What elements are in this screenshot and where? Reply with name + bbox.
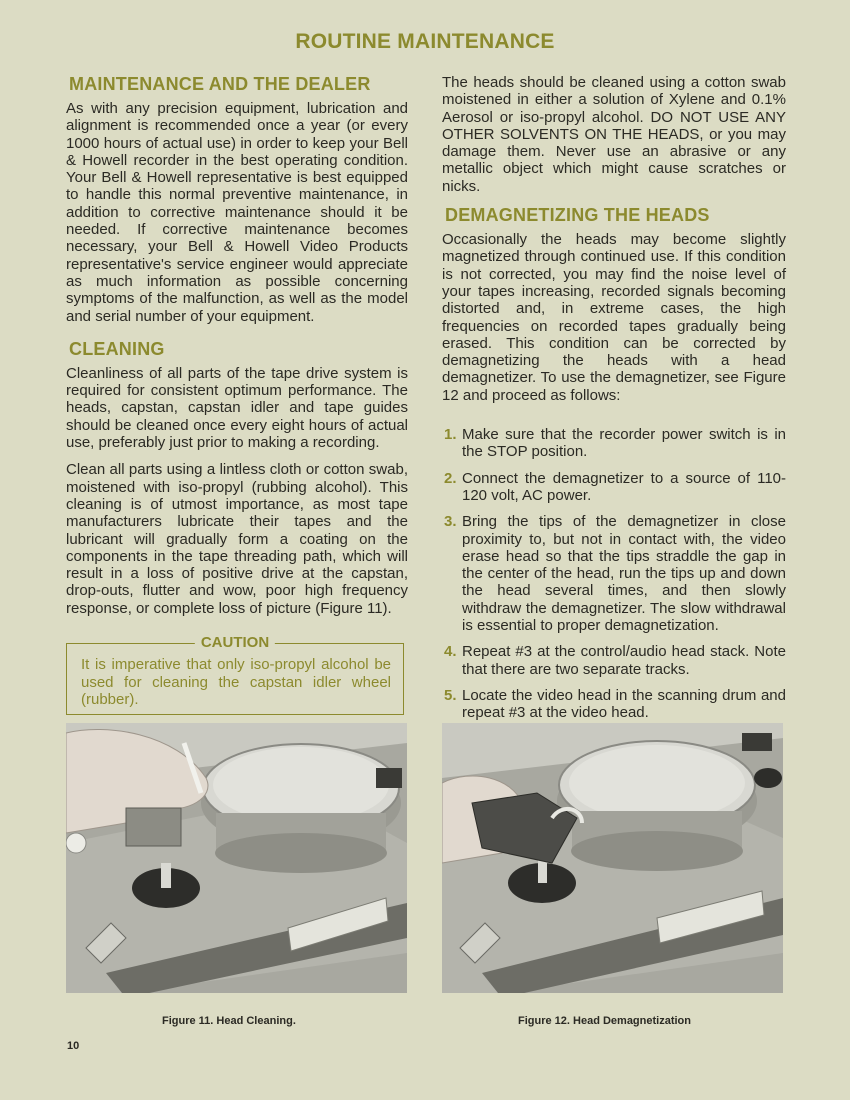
step-text: Bring the tips of the demagnetizer in close proximity to, but not in contact with, the video erase head so that the tips straddle the gap in the center of the head, run the tips up and down the head several times, and then slowly withdraw the demagnetizer. The slow withdrawal is essential to proper demagnetization.	[462, 513, 786, 635]
step-number: 4.	[444, 643, 457, 661]
recorder-demagnetizing-illustration	[442, 723, 783, 993]
step-text: Connect the demagnetizer to a source of 110-120 volt, AC power.	[462, 469, 786, 504]
figure-head-demagnetization	[442, 723, 783, 993]
recorder-cleaning-illustration	[66, 723, 407, 993]
step-item	[442, 426, 786, 461]
figure-12-caption: Figure 12. Head Demagnetization	[518, 1015, 691, 1027]
demagnetizing-heading: DEMAGNETIZING THE HEADS	[445, 205, 710, 226]
step-item	[442, 687, 786, 722]
page-title: ROUTINE MAINTENANCE	[295, 30, 555, 53]
step-number: 1.	[444, 426, 457, 444]
caution-title: CAUTION	[195, 634, 275, 652]
step-text: Repeat #3 at the control/audio head stack. Note that there are two separate tracks.	[462, 643, 786, 678]
step-text: Locate the video head in the scanning drum and repeat #3 at the video head.	[462, 686, 786, 722]
cleaning-paragraph-1: Cleanliness of all parts of the tape drive system is required for consistent optimum performance. The heads, capstan, capstan idler and tape guides should be cleaned once every eight hours of actual use, preferably just prior to making a recording.	[66, 364, 408, 452]
caution-box	[66, 634, 404, 715]
page-number: 10	[67, 1040, 80, 1052]
maintenance-paragraph: As with any precision equipment, lubrication and alignment is recommended once a year (or every 1000 hours of actual use) in order to keep your Bell & Howell recorder in the best operating condition. Your Bell & Howell representative is best equipped to handle this normal preventive maintenance, in addition to corrective maintenance should it be needed. If corrective maintenance becomes necessary, your Bell & Howell Video Products representative's service engineer would appreciate as much information as possible concerning symptoms of the malfunction, as well as the model and serial number of your equipment.	[66, 100, 408, 325]
cleaning-heading: CLEANING	[69, 338, 165, 359]
step-number: 2.	[444, 469, 457, 487]
step-number: 5.	[444, 686, 457, 704]
right-column	[442, 74, 786, 757]
demagnetizing-steps	[442, 426, 786, 748]
caution-text: It is imperative that only iso-propyl alcohol be used for cleaning the capstan idler wheel (rubber).	[81, 656, 391, 709]
cleaning-paragraph-2: Clean all parts using a lintless cloth or cotton swab, moistened with iso-propyl (rubbing alcohol). This cleaning is of utmost importance, as most tape manufacturers lubricate their tapes and the lubricant will gradually form a coating on the components in the tape threading path, which will result in a loss of positive drive at the capstan, drop-outs, flutter and wow, poor high frequency response, or complete loss of picture (Figure 11).	[66, 461, 408, 617]
step-item	[442, 470, 786, 505]
demagnetizing-intro: Occasionally the heads may become slightly magnetized through continued use. If this condition is not corrected, you may find the noise level of your tapes increasing, recorded signals becoming distorted and, in extreme cases, the high frequencies on recorded tapes gradually being erased. This condition can be corrected by demagnetizing the heads with a head demagnetizer. To use the demagnetizer, see Figure 12 and proceed as follows:	[442, 231, 786, 404]
step-text: Make sure that the recorder power switch is in the STOP position.	[462, 426, 786, 461]
step-item	[442, 643, 786, 678]
step-number: 3.	[444, 513, 457, 531]
figure-head-cleaning	[66, 723, 407, 993]
figure-11-caption: Figure 11. Head Cleaning.	[162, 1015, 296, 1027]
step-item	[442, 513, 786, 634]
left-column	[66, 74, 408, 715]
cleaning-paragraph-3: The heads should be cleaned using a cotton swab moistened in either a solution of Xylene and 0.1% Aerosol or iso-propyl alcohol. DO NOT USE ANY OTHER SOLVENTS ON THE HEADS, or you may damage them. Never use an abrasive or any metallic object which might cause scratches or nicks.	[442, 74, 786, 195]
maintenance-heading: MAINTENANCE AND THE DEALER	[69, 74, 371, 94]
